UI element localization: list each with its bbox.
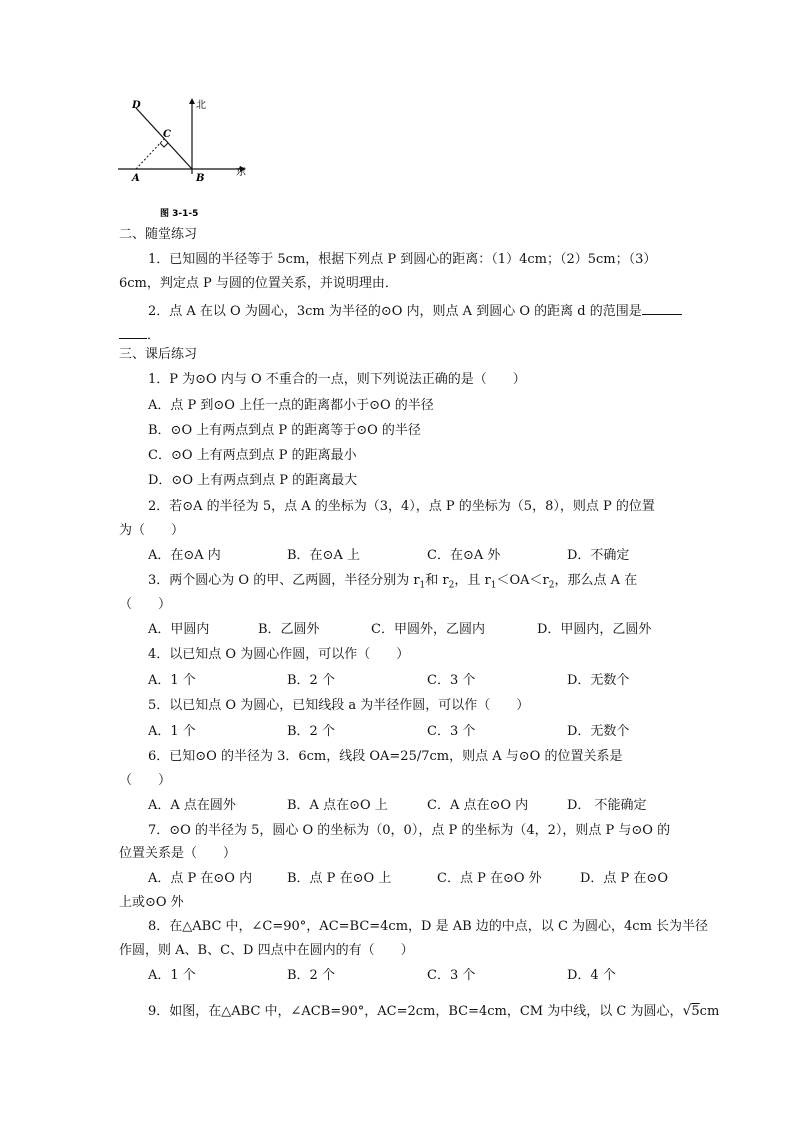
- sqrt-symbol: √: [682, 1003, 692, 1019]
- q5-option-c: C．3 个: [427, 724, 476, 739]
- q9-unit: cm: [699, 1004, 720, 1019]
- answer-blank-cont: [119, 326, 147, 339]
- q3-stem-mid1: 和 r: [425, 573, 449, 588]
- q4-stem: 4．以已知点 O 为圆心作圆，可以作（ ）: [148, 647, 410, 662]
- q8-stem-line2: 作圆，则 A、B、C、D 四点中在圆内的有（ ）: [119, 943, 414, 958]
- q3-option-d: D．甲圆内，乙圆外: [537, 622, 652, 637]
- q2-stem-line2: 为（ ）: [119, 523, 185, 538]
- s2-q2-line1: [148, 302, 682, 320]
- q3-stem-line2: （ ）: [119, 597, 172, 612]
- q8-option-d: D．4 个: [567, 968, 616, 983]
- q4-option-d: D．无数个: [567, 673, 630, 688]
- q3-option-a: A．甲圆内: [148, 622, 210, 637]
- figure-3-1-5: [112, 92, 262, 222]
- q7-option-d-cont: 上或⊙O 外: [119, 895, 184, 910]
- q1-option-a: A．点 P 到⊙O 上任一点的距离都小于⊙O 的半径: [148, 398, 434, 413]
- q6-option-b: B．A 点在⊙O 上: [287, 798, 388, 813]
- q3-stem-mid3: ＜OA＜r: [496, 573, 549, 588]
- q7-option-a: A．点 P 在⊙O 内: [148, 871, 253, 886]
- q2-option-a: A．在⊙A 内: [148, 548, 221, 563]
- q3-sub1: 1: [419, 580, 426, 591]
- q3-sub4: 2: [548, 580, 555, 591]
- q9-stem-text: 9．如图，在△ABC 中，∠ACB=90°，AC=2cm，BC=4cm，CM 为中线，以 C 为圆心，: [148, 1004, 683, 1019]
- q3-stem-mid2: ，且 r: [454, 573, 491, 588]
- q1-option-b: B．⊙O 上有两点到点 P 的距离等于⊙O 的半径: [148, 423, 421, 438]
- q6-option-d: D． 不能确定: [567, 798, 647, 813]
- label-c: C: [163, 129, 171, 140]
- q1-option-d: D．⊙O 上有两点到点 P 的距离最大: [148, 473, 358, 488]
- q8-option-c: C．3 个: [427, 968, 476, 983]
- label-a: A: [132, 173, 140, 184]
- q3-sub3: 1: [490, 580, 497, 591]
- q7-option-d: D．点 P 在⊙O: [580, 871, 668, 886]
- q9-sqrt-number: 5: [691, 1004, 700, 1019]
- q3-option-b: B．乙圆外: [258, 622, 320, 637]
- q3-sub2: 2: [448, 580, 455, 591]
- q7-stem-line2: 位置关系是（ ）: [119, 846, 237, 861]
- q2-option-c: C．在⊙A 外: [427, 548, 501, 563]
- q7-option-b: B．点 P 在⊙O 上: [287, 871, 392, 886]
- q8-option-a: A．1 个: [148, 968, 196, 983]
- direction-diagram: [112, 92, 262, 222]
- q4-option-c: C．3 个: [427, 673, 476, 688]
- q5-option-b: B．2 个: [287, 724, 335, 739]
- q5-option-a: A．1 个: [148, 724, 196, 739]
- s2-q2-text: 2．点 A 在以 O 为圆心，3cm 为半径的⊙O 内，则点 A 到圆心 O 的距离 d 的范围是: [148, 304, 642, 319]
- q4-option-a: A．1 个: [148, 673, 196, 688]
- q2-stem-line1: 2．若⊙A 的半径为 5，点 A 的坐标为（3，4），点 P 的坐标为（5，8），则点 P 的位置: [148, 499, 655, 514]
- section2-heading: 二、随堂练习: [119, 227, 198, 242]
- q4-option-b: B．2 个: [287, 673, 335, 688]
- q6-option-a: A．A 点在圆外: [148, 798, 236, 813]
- q3-stem-line1: [148, 573, 637, 594]
- q6-option-c: C．A 点在⊙O 内: [427, 798, 529, 813]
- s2-q1-line1: 1．已知圆的半径等于 5cm，根据下列点 P 到圆心的距离：（1）4cm；（2）5cm；（3）: [148, 252, 657, 267]
- q3-stem-pre: 3．两个圆心为 O 的甲、乙两圆，半径分别为 r: [148, 573, 420, 588]
- label-north: 北: [196, 100, 206, 111]
- q2-option-d: D．不确定: [567, 548, 630, 563]
- label-b: B: [196, 173, 205, 184]
- q6-stem-line2: （ ）: [119, 773, 172, 788]
- section3-heading: 三、课后练习: [119, 347, 198, 362]
- q5-option-d: D．无数个: [567, 724, 630, 739]
- answer-blank: [642, 302, 682, 315]
- q7-stem-line1: 7．⊙O 的半径为 5，圆心 O 的坐标为（0，0），点 P 的坐标为（4，2），则点 P 与⊙O 的: [148, 823, 671, 838]
- q3-stem-post: ，那么点 A 在: [554, 573, 638, 588]
- q6-stem-line1: 6．已知⊙O 的半径为 3．6cm，线段 OA=25/7cm，则点 A 与⊙O 的位置关系是: [148, 749, 623, 764]
- q7-option-c: C．点 P 在⊙O 外: [437, 871, 542, 886]
- q3-option-c: C．甲圆外，乙圆内: [371, 622, 485, 637]
- q1-stem: 1．P 为⊙O 内与 O 不重合的一点，则下列说法正确的是（ ）: [148, 372, 526, 387]
- q1-option-c: C．⊙O 上有两点到点 P 的距离最小: [148, 448, 357, 463]
- q8-stem-line1: 8．在△ABC 中，∠C=90°，AC=BC=4cm，D 是 AB 边的中点，以 C 为圆心，4cm 长为半径: [148, 919, 709, 934]
- s2-q2-line2: [119, 326, 160, 344]
- q8-option-b: B．2 个: [287, 968, 335, 983]
- q9-stem: [148, 1003, 719, 1020]
- label-d: D: [132, 100, 141, 111]
- figure-caption: 图 3-1-5: [160, 209, 199, 219]
- q5-stem: 5．以已知点 O 为圆心，已知线段 a 为半径作圆，可以作（ ）: [148, 698, 530, 713]
- q2-option-b: B．在⊙A 上: [287, 548, 360, 563]
- s2-q2-end: ．: [147, 328, 161, 343]
- label-east: 东: [236, 167, 246, 178]
- s2-q1-line2: 6cm，判定点 P 与圆的位置关系，并说明理由．: [119, 276, 398, 291]
